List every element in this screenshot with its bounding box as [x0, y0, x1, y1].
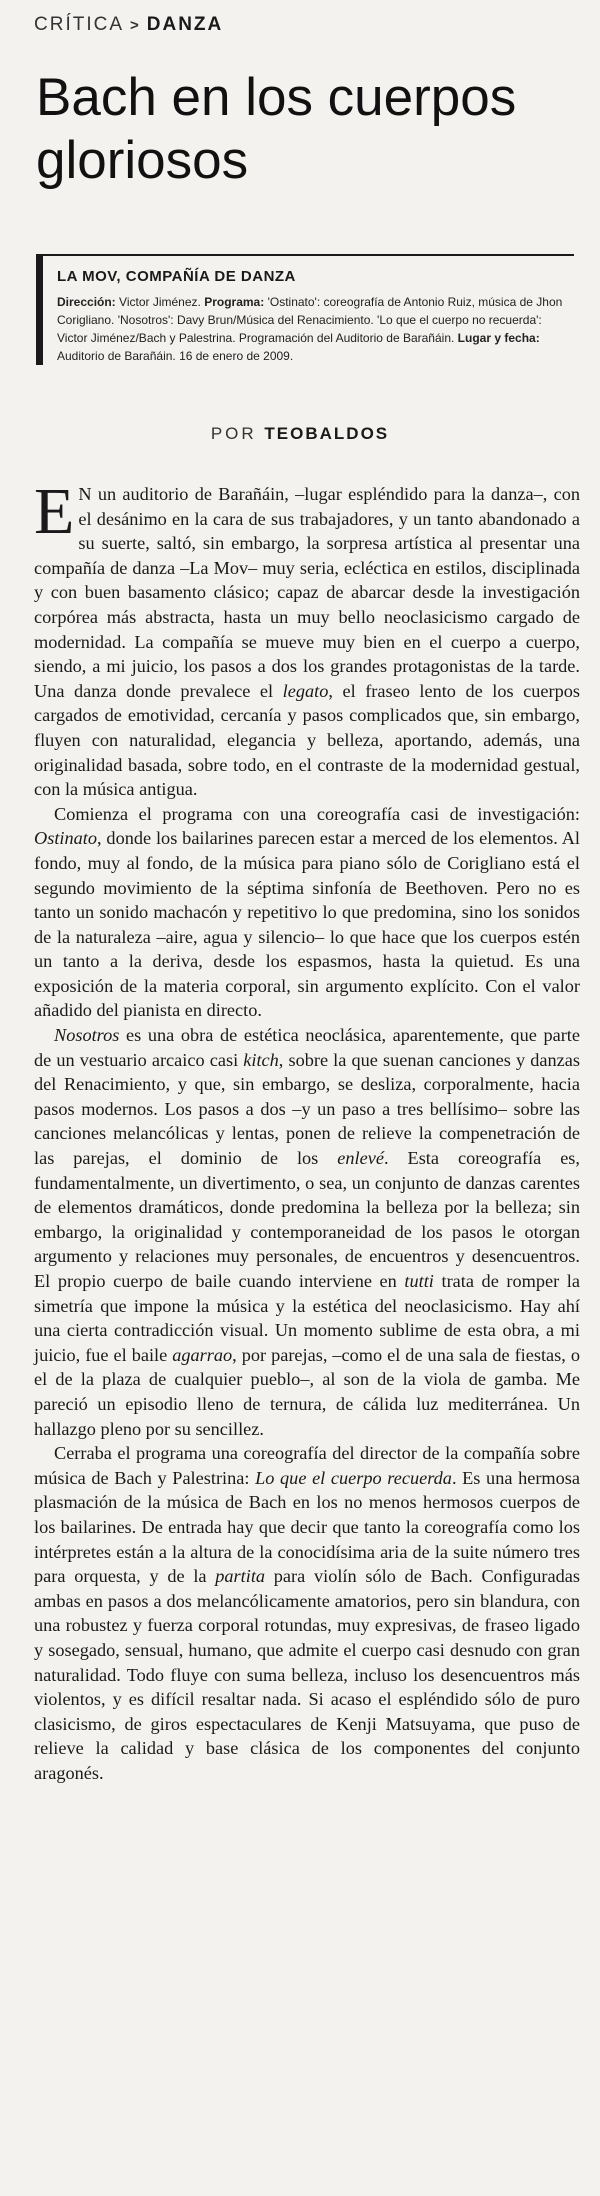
p3-italic-2: kitch — [243, 1049, 279, 1070]
p3-text-a: es una obra de estética neoclásica, aparentemente, que parte de un vestuario arcaico casi — [34, 1025, 580, 1070]
p3-text-e: , por parejas, –como el de una sala de fiestas, o el de la plaza de cualquier pueblo–, al son de la viola de gamba. Me pareció un episodio lleno de ternura, de cálida luz mediterránea. Un hallazgo pleno por su sencillez. — [34, 1344, 580, 1439]
p2-text-b: , donde los bailarines parecen estar a merced de los elementos. Al fondo, muy al fondo, de la música para piano sólo de Corigliano está el segundo movimiento de la séptima sinfonía de Beethoven. Pero no es tanto un sonido machacón y repetitivo lo que predomina, sino los sonidos de la naturaleza –aire, agua y silencio– lo que hace que los cuerpos estén un tanto a la deriva, desde los espasmos, hasta la quietud. Es una exposición de la materia corporal, sin argumento explícito. Con el valor añadido del pianista en directo. — [34, 828, 580, 1021]
programa-label: Programa: — [204, 295, 265, 309]
p3-italic-4: tutti — [404, 1271, 434, 1291]
paragraph-4 — [34, 1441, 580, 1785]
drop-cap: E — [34, 475, 75, 548]
p4-italic-1: Lo que el cuerpo recuerda — [255, 1467, 452, 1488]
p2-italic-1: Ostinato — [34, 828, 97, 849]
p4-text-b: . Es una hermosa plasmación de la música de Bach en los no menos hermosos cuerpos de los bailarines. De entrada hay que decir que tanto la coreografía como los intérpretes están a la altura de la conocidísima aria de la suite número tres para orquesta, y de la — [34, 1467, 581, 1587]
section-category: DANZA — [146, 14, 224, 35]
p4-text-c: para violín sólo de Bach. Configuradas ambas en pasos a dos melancólicamente amatorios, pero sin blandura, con una robustez y fuerza corporal rotundas, muy expresivas, de fraseo ligado y sosegado, sensual, humano, que admite el cuerpo casi desnudo con gran naturalidad. Todo fluye con suma belleza, incluso los desencuentros más violentos, y es difícil resaltar nada. Si acaso el espléndido sólo de puro clasicismo, de giros espectaculares de Kenji Matsuyama, que puso de relieve la calidad y base clásica de los componentes del conjunto aragonés. — [34, 1566, 580, 1783]
lugar-value: Auditorio de Barañáin. 16 de enero de 2009. — [57, 349, 294, 363]
lugar-label: Lugar y fecha: — [457, 331, 540, 345]
p1-text-a: N un auditorio de Barañáin, –lugar espléndido para la danza–, con el desánimo en la cara de sus trabajadores, y un tanto abandonado a su suerte, saltó, sin embargo, la sorpresa artística al presentar una compañía de danza –La Mov– muy seria, ecléctica en estilos, disciplinada y con buen basamento clásico; capaz de abarcar desde la investigación corpórea más abstracta, hasta un muy bello neoclasicismo cargado de modernidad. La compañía se mueve muy bien en el cuerpo a cuerpo, siendo, a mi juicio, los pasos a dos los grandes protagonistas de la tarde. Una danza donde prevalece el — [34, 484, 580, 701]
paragraph-3 — [34, 1023, 580, 1441]
byline-prefix: POR — [210, 424, 257, 443]
p1-italic-1: legato — [282, 680, 329, 701]
paragraph-2 — [34, 802, 580, 1023]
p1-text-b: , el fraseo lento de los cuerpos cargados de emotividad, cercanía y pasos complicados que, sin embargo, fluyen con naturalidad, elegancia y belleza, aportando, además, una originalidad basada, sobre todo, en el contraste de la modernidad gestual, con la música antigua. — [34, 680, 580, 800]
direccion-label: Dirección: — [57, 295, 116, 309]
info-box — [36, 254, 574, 365]
p4-italic-2: partita — [215, 1566, 266, 1587]
p3-italic-3: enlevé — [337, 1148, 384, 1169]
section-header — [34, 14, 223, 36]
p3-italic-1: Nosotros — [54, 1025, 120, 1046]
p3-text-c: . Esta coreografía es, fundamentalmente, un divertimento, o sea, un conjunto de danzas carentes de elementos dramáticos, donde predomina la belleza por la belleza; sin embargo, la originalidad y contemporaneidad de los pasos le otorgan argumento y relaciones muy personales, de encuentros y desencuentros. El propio cuerpo de baile cuando interviene en — [34, 1148, 580, 1291]
byline — [0, 424, 600, 444]
article-body — [34, 475, 581, 1785]
section-label: CRÍTICA — [34, 14, 124, 35]
byline-author: TEOBALDOS — [264, 424, 390, 443]
headline: Bach en los cuerpos gloriosos — [36, 68, 517, 190]
credits — [57, 293, 574, 365]
company-name: LA MOV, COMPAÑÍA DE DANZA — [57, 268, 296, 285]
p3-text-d: trata de romper la simetría que impone la música y la estética del neoclasicismo. Hay ahí una cierta contradicción visual. Un momento sublime de esta obra, a mi juicio, fue el baile — [34, 1271, 580, 1365]
paragraph-1 — [34, 475, 580, 802]
p2-text-a: Comienza el programa con una coreografía casi de investigación: — [54, 803, 580, 824]
p4-text-a: Cerraba el programa una coreografía del director de la compañía sobre música de Bach y Palestrina: — [34, 1443, 580, 1488]
direccion-value: Victor Jiménez. — [119, 295, 201, 309]
p3-italic-5: agarrao — [172, 1344, 233, 1365]
chevron-right-icon: > — [130, 16, 141, 34]
p3-text-b: , sobre la que suenan canciones y danzas del Renacimiento, y que, sin embargo, se desliza, corporalmente, hacia pasos modernos. Los pasos a dos –y un paso a tres bellísimo– sobre las canciones melancólicas y lentas, ponen de relieve la compenetración de las parejas, el dominio de los — [34, 1049, 580, 1169]
programa-value: 'Ostinato': coreografía de Antonio Ruiz, música de Jhon Corigliano. 'Nosotros': Davy Brun/Música del Renacimiento. 'Lo que el cuerpo no recuerda': Victor Jiménez/Bach y Palestrina. Programación del Auditorio de Barañáin. — [57, 295, 563, 345]
